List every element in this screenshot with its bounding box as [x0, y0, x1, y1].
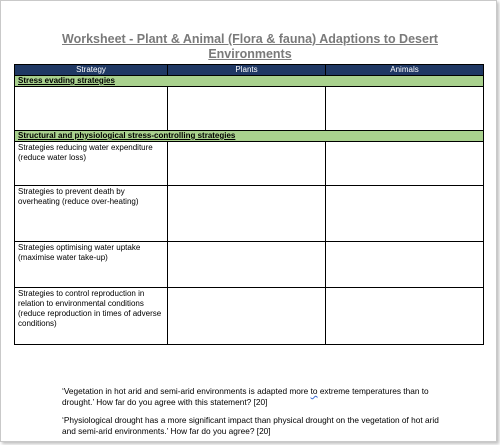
table-row: [15, 142, 484, 186]
header-animals: Animals: [326, 65, 484, 76]
header-plants: Plants: [168, 65, 326, 76]
essay-questions: [62, 386, 447, 444]
section-row: [15, 76, 484, 87]
plants-cell[interactable]: [168, 242, 326, 288]
strategy-cell: Strategies optimising water uptake (maximise water take-up): [15, 242, 168, 288]
question-1: [62, 386, 447, 408]
header-strategy: Strategy: [15, 65, 168, 76]
section-stress-controlling: Structural and physiological stress-controlling strategies: [15, 131, 484, 142]
animals-cell[interactable]: [326, 87, 484, 131]
table-header-row: [15, 65, 484, 76]
table-row: [15, 242, 484, 288]
animals-cell[interactable]: [326, 242, 484, 288]
question-1-text-b: extreme temperatures than to drought.’ How far do you agree with this statement? [20]: [62, 386, 429, 407]
section-stress-evading: Stress evading strategies: [15, 76, 484, 87]
animals-cell[interactable]: [326, 186, 484, 242]
table-row: [15, 186, 484, 242]
plants-cell[interactable]: [168, 87, 326, 131]
table-row: [15, 288, 484, 345]
question-2: ‘Physiological drought has a more significant impact than physical drought on the vegetation of hot arid and semi-arid environments.’ How far do you agree? [20]: [62, 415, 439, 436]
animals-cell[interactable]: [326, 142, 484, 186]
section-row: [15, 131, 484, 142]
worksheet-title: Worksheet - Plant & Animal (Flora & fauna) Adaptions to Desert Environments: [62, 32, 438, 61]
table-row: [15, 87, 484, 131]
strategy-cell: Strategies to prevent death by overheating (reduce over-heating): [15, 186, 168, 242]
question-1-text-a: ‘Vegetation in hot arid and semi-arid environments is adapted more: [62, 386, 311, 396]
plants-cell[interactable]: [168, 288, 326, 345]
strategy-cell[interactable]: [15, 87, 168, 131]
strategy-cell: Strategies reducing water expenditure (reduce water loss): [15, 142, 168, 186]
spellcheck-word[interactable]: to: [310, 386, 318, 396]
adaptations-table: [14, 64, 484, 345]
strategy-cell: Strategies to control reproduction in relation to environmental conditions (reduce reproduction in times of adverse conditions): [15, 288, 168, 345]
animals-cell[interactable]: [326, 288, 484, 345]
plants-cell[interactable]: [168, 142, 326, 186]
plants-cell[interactable]: [168, 186, 326, 242]
